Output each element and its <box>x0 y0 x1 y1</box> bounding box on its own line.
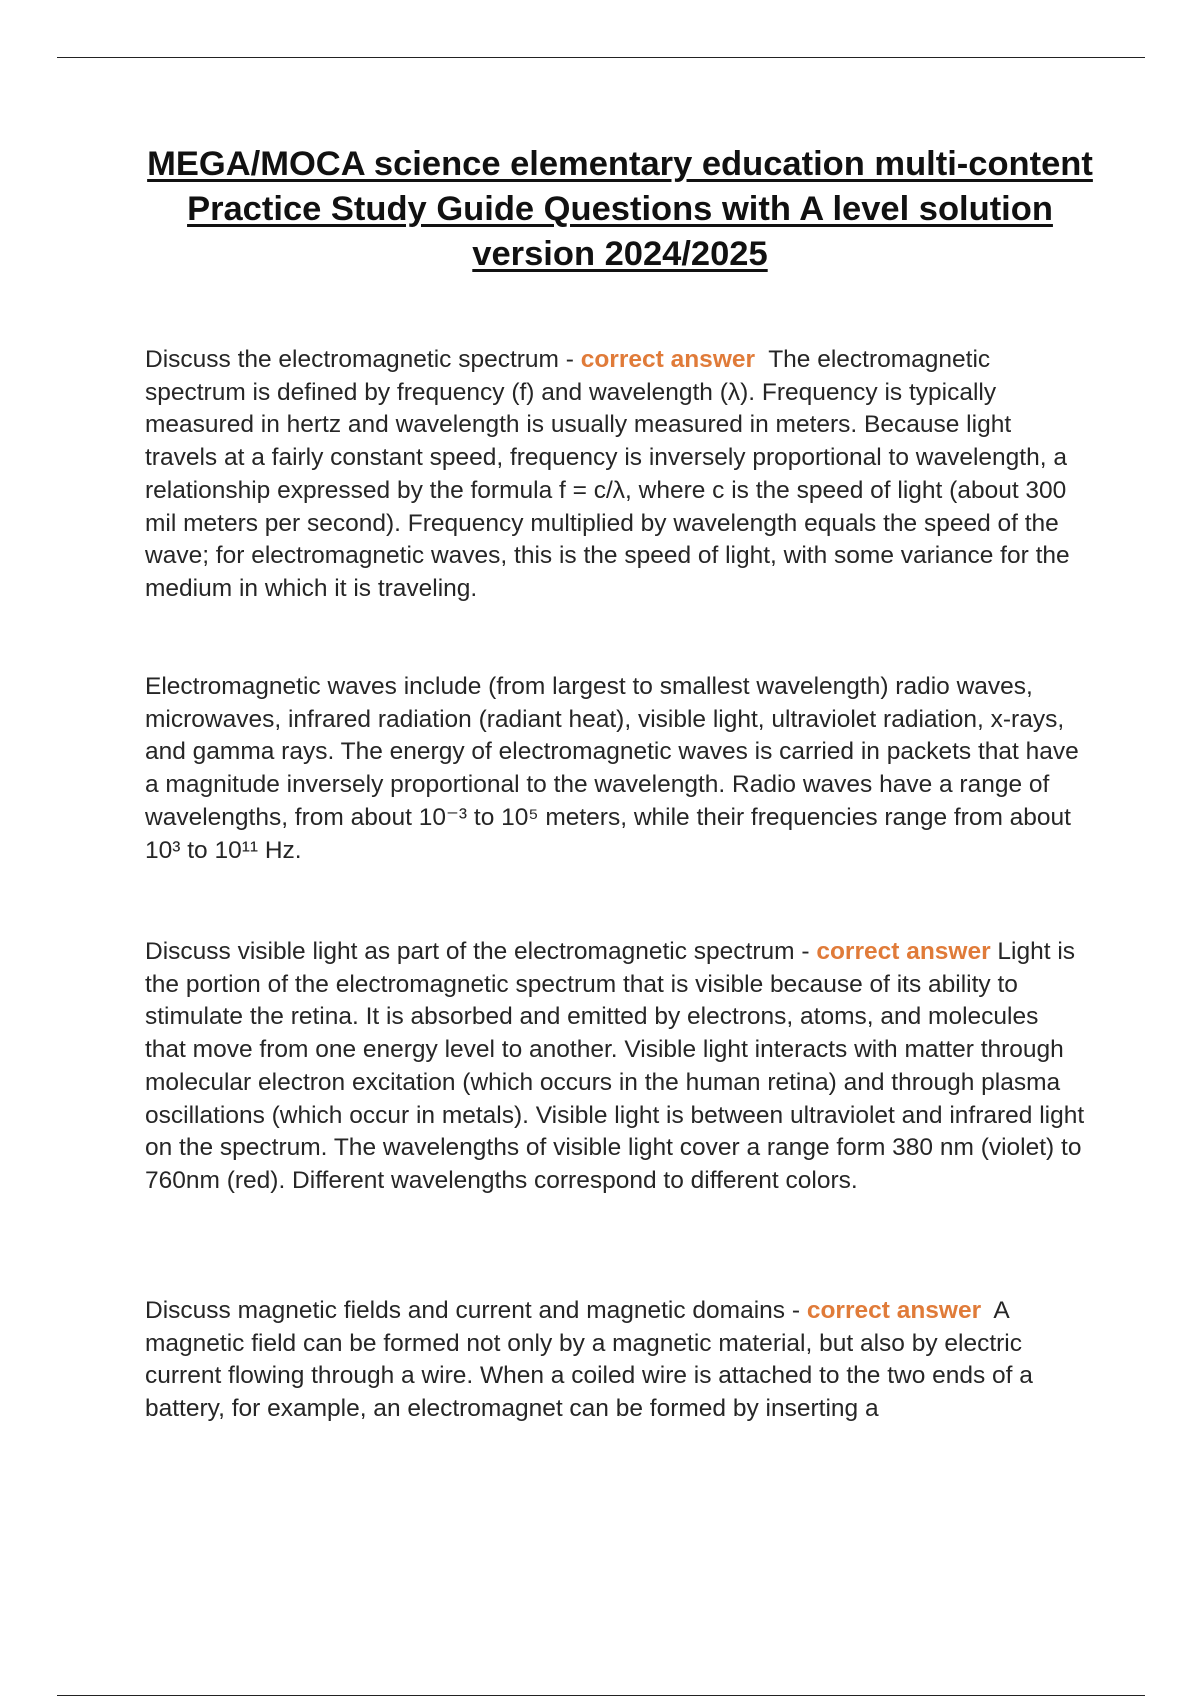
qa-item-visible-light <box>145 936 1085 1198</box>
qa-item-electromagnetic-spectrum <box>145 344 1085 606</box>
answer-text: The electromagnetic spectrum is defined by frequency (f) and wavelength (λ). Frequency is typically measured in hertz and wavelength is usually measured in meters. Because light travels at a fairly constant speed, frequency is inversely proportional to wavelength, a relationship expressed by the formula f = c/λ, where c is the speed of light (about 300 mil meters per second). Frequency multiplied by wavelength equals the speed of the wave; for electromagnetic waves, this is the speed of light, with some variance for the medium in which it is traveling. <box>145 346 1077 602</box>
correct-answer-label: correct answer <box>806 1297 982 1324</box>
question-text: Discuss magnetic fields and current and magnetic domains - <box>145 1297 807 1324</box>
bottom-divider <box>57 1695 1145 1696</box>
answer-text: A magnetic field can be formed not only by a magnetic material, but also by electric current flowing through a wire. When a coiled wire is attached to the two ends of a battery, for example, an electromagnet can be formed by inserting a <box>145 1297 1040 1423</box>
question-text: Discuss visible light as part of the electromagnetic spectrum - <box>145 938 817 965</box>
question-text: Discuss the electromagnetic spectrum - <box>145 346 581 373</box>
top-divider <box>57 57 1145 58</box>
correct-answer-label: correct answer <box>816 938 991 965</box>
qa-item-magnetic-fields <box>145 1295 1085 1426</box>
correct-answer-label: correct answer <box>580 346 756 373</box>
answer-text: Light is the portion of the electromagnetic spectrum that is visible because of its ability to stimulate the retina. It is absorbed and emitted by electrons, atoms, and molecules that move from one energy level to another. Visible light interacts with matter through molecular electron excitation (which occurs in the human retina) and through plasma oscillations (which occur in metals). Visible light is between ultraviolet and infrared light on the spectrum. The wavelengths of visible light cover a range form 380 nm (violet) to 760nm (red). Different wavelengths correspond to different colors. <box>145 938 1085 1194</box>
document-title: MEGA/MOCA science elementary education multi-content Practice Study Guide Questions with A level solution version 2024/2025 <box>147 145 1093 273</box>
answer-continuation-paragraph: Electromagnetic waves include (from largest to smallest wavelength) radio waves, microwaves, infrared radiation (radiant heat), visible light, ultraviolet radiation, x-rays, and gamma rays. The energy of electromagnetic waves is carried in packets that have a magnitude inversely proportional to the wavelength. Radio waves have a range of wavelengths, from about 10⁻³ to 10⁵ meters, while their frequencies range from about 10³ to 10¹¹ Hz. <box>145 673 1079 864</box>
